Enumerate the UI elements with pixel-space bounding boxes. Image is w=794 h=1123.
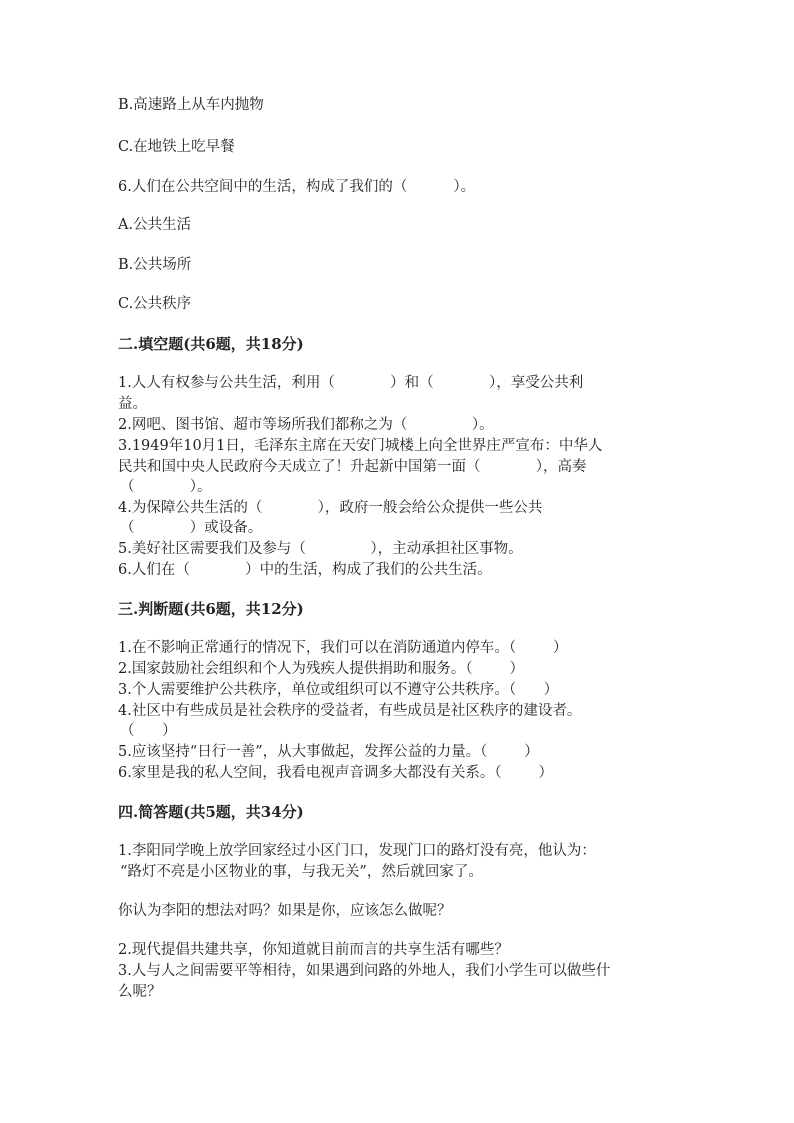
true-false-q4: 4.社区中有些成员是社会秩序的受益者，有些成员是社区秩序的建设者。 [118, 703, 582, 719]
true-false-q6: 6.家里是我的私人空间，我看电视声音调多大都没有关系。（ ） [118, 765, 553, 781]
short-answer-q1-cont: “路灯不亮是小区物业的事，与我无关”，然后就回家了。 [120, 864, 483, 880]
true-false-q5: 5.应该坚持“日行一善”，从大事做起，发挥公益的力量。（ ） [118, 744, 539, 760]
option-b: B.公共场所 [118, 257, 192, 273]
section-heading-true-false: 三.判断题(共6题，共12分) [118, 600, 304, 618]
fill-blank-q4-cont: （ ）或设备。 [120, 520, 263, 536]
short-answer-q1: 1.李阳同学晚上放学回家经过小区门口，发现门口的路灯没有亮，他认为： [118, 843, 596, 859]
fill-blank-q4: 4.为保障公共生活的（ ），政府一般会给公众提供一些公共 [118, 500, 543, 516]
fill-blank-q6: 6.人们在（ ）中的生活，构成了我们的公共生活。 [118, 562, 492, 578]
option-c: C.公共秩序 [118, 296, 192, 312]
short-answer-q1-prompt: 你认为李阳的想法对吗？如果是你，应该怎么做呢？ [118, 903, 452, 919]
fill-blank-q3-cont2: （ ）。 [120, 479, 212, 495]
fill-blank-q2: 2.网吧、图书馆、超市等场所我们都称之为（ ）。 [118, 417, 494, 433]
short-answer-q3: 3.人与人之间需要平等相待，如果遇到问路的外地人，我们小学生可以做些什 [118, 963, 611, 979]
fill-blank-q5: 5.美好社区需要我们及参与（ ），主动承担社区事物。 [118, 541, 523, 557]
true-false-q4-cont: （ ） [120, 723, 177, 739]
fill-blank-q3-cont: 民共和国中央人民政府今天成立了！升起新中国第一面（ ），高奏 [118, 459, 587, 475]
option-a: A.公共生活 [118, 217, 192, 233]
section-heading-short-answer: 四.简答题(共5题，共34分) [118, 803, 304, 821]
section-heading-fill-blank: 二.填空题(共6题，共18分) [118, 335, 304, 353]
option-b-highway: B.高速路上从车内抛物 [118, 97, 264, 113]
fill-blank-q1-cont: 益。 [118, 396, 147, 412]
short-answer-q2: 2.现代提倡共建共享，你知道就目前而言的共享生活有哪些？ [118, 942, 509, 958]
short-answer-q3-cont: 么呢？ [118, 984, 162, 1000]
fill-blank-q3: 3.1949年10月1日，毛泽东主席在天安门城楼上向全世界庄严宣布：中华人 [118, 438, 603, 454]
fill-blank-q1: 1.人人有权参与公共生活，利用（ ）和（ ），享受公共利 [118, 375, 584, 391]
true-false-q2: 2.国家鼓励社会组织和个人为残疾人提供捐助和服务。（ ） [118, 661, 524, 677]
true-false-q1: 1.在不影响正常通行的情况下，我们可以在消防通道内停车。（ ） [118, 640, 568, 656]
question-6: 6.人们在公共空间中的生活，构成了我们的（ ）。 [118, 179, 476, 195]
true-false-q3: 3.个人需要维护公共秩序，单位或组织可以不遵守公共秩序。（ ） [118, 682, 559, 698]
option-c-subway: C.在地铁上吃早餐 [118, 139, 235, 155]
